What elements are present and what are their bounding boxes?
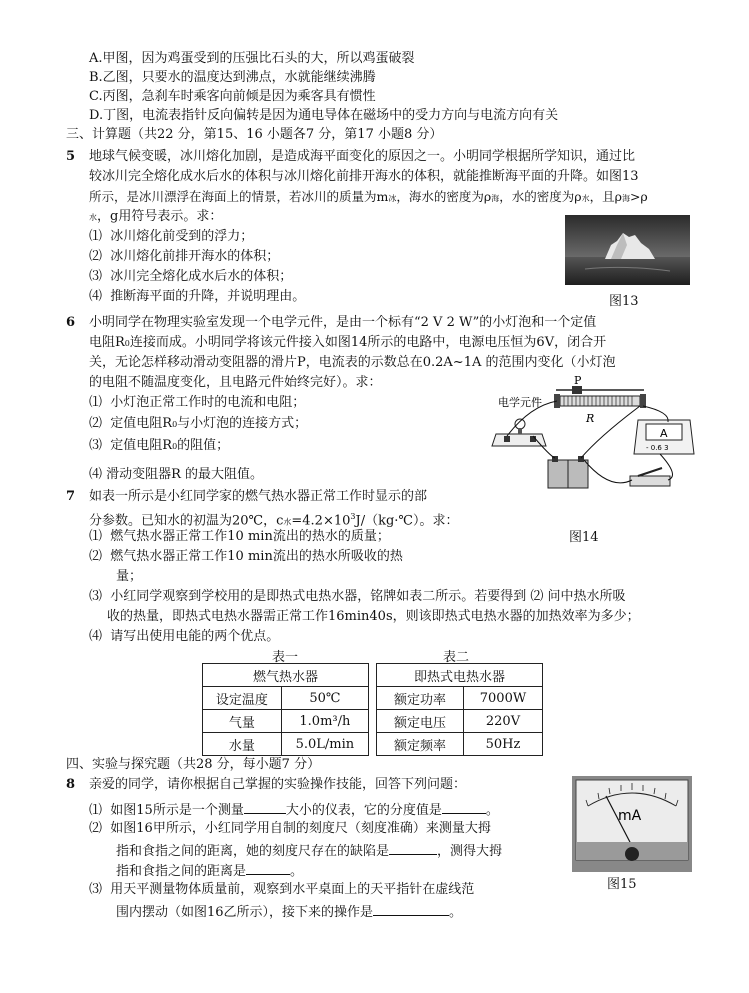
- iceberg-figure: [565, 215, 690, 285]
- option-c: C.丙图，急刹车时乘客向前倾是因为乘客具有惯性: [89, 89, 376, 104]
- q17-line2: 分参数。已知水的初温为20℃，c水$=4.2\times 10^3J/(kg\cdot℃)$。求：: [89, 512, 459, 529]
- option-b: B.乙图，只要水的温度达到沸点，水就能继续沸腾: [89, 70, 376, 85]
- q18-item3: ⑶ 用天平测量物体质量前，观察到水平桌面上的天平指针在虚线范: [89, 882, 475, 897]
- table-row: 额定频率 50Hz: [377, 733, 543, 756]
- q18-item2-cont2: 指和食指之间的距离是 。: [116, 860, 303, 881]
- q17-item4: ⑷ 请写出使用电能的两个优点。: [89, 629, 280, 644]
- table1-caption: 表一: [272, 650, 299, 665]
- answer-blank[interactable]: [389, 840, 437, 855]
- q17-item2-cont: 量；: [116, 569, 143, 584]
- q15-item1: ⑴ 冰川熔化前受到的浮力；: [89, 229, 254, 244]
- table-row: 额定功率 7000W: [377, 687, 543, 710]
- table-gas-heater: [202, 663, 369, 756]
- q18-line1: 亲爱的同学，请你根据自己掌握的实验操作技能，回答下列问题：: [89, 777, 467, 792]
- q16-line2: 电阻R0连接而成。小明同学将该元件接入如图14所示的电路中，电源电压恒为6V，闭合开: [89, 335, 607, 350]
- q16-number: 6: [66, 315, 76, 330]
- q15-line1: 地球气候变暖，冰川熔化加剧，是造成海平面变化的原因之一。小明同学根据所学知识，通过比: [89, 149, 636, 164]
- q18-item1: ⑴ 如图15所示是一个测量 大小的仪表，它的分度值是 。: [89, 799, 499, 820]
- ammeter-terminals: - 0.6 3: [646, 444, 669, 452]
- table-row: 水量 5.0L/min: [203, 733, 369, 756]
- q15-item3: ⑶ 冰川完全熔化成水后水的体积；: [89, 269, 293, 284]
- q17-item3: ⑶ 小红同学观察到学校用的是即热式电热水器，铭牌如表二所示。若要得到 ⑵ 问中热水所吸: [89, 589, 626, 604]
- answer-blank[interactable]: [373, 901, 449, 916]
- q15-line3: 所示，是冰川漂浮在海面上的情景，若冰川的质量为m冰，海水的密度为ρ海，水的密度为ρ水，且ρ海>ρ: [89, 189, 648, 204]
- q16-item1: ⑴ 小灯泡正常工作时的电流和电阻；: [89, 395, 306, 410]
- milliammeter-figure: [572, 776, 692, 872]
- q18-number: 8: [66, 777, 76, 792]
- table-row: 设定温度 50℃: [203, 687, 369, 710]
- q16-item4: ⑷ 滑动变阻器R 的最大阻值。: [89, 467, 264, 482]
- section-3-heading: 三、计算题（共22 分，第15、16 小题各7 分，第17 小题8 分）: [66, 127, 443, 142]
- figure-15-caption: 图15: [607, 877, 637, 892]
- option-d: D.丁图，电流表指针反向偏转是因为通电导体在磁场中的受力方向与电流方向有关: [89, 108, 559, 123]
- circuit-figure: [490, 376, 702, 494]
- option-a: A.甲图，因为鸡蛋受到的压强比石头的大，所以鸡蛋破裂: [89, 51, 415, 66]
- q17-item1: ⑴ 燃气热水器正常工作10 min流出的热水的质量；: [89, 529, 390, 544]
- table-electric-heater: [376, 663, 543, 756]
- q15-line2: 较冰川完全熔化成水后水的体积与冰川熔化前排开海水的体积，就能推断海平面的升降。如图13: [89, 169, 639, 184]
- component-label: 电学元件: [498, 396, 542, 409]
- q15-line4: 水，g用符号表示。求：: [89, 209, 223, 224]
- q16-item3: ⑶ 定值电阻R0的阻值；: [89, 438, 230, 453]
- q17-number: 7: [66, 489, 76, 504]
- q16-line3: 关，无论怎样移动滑动变阻器的滑片P，电流表的示数总在0.2A~1A 的范围内变化（小灯泡: [89, 355, 616, 370]
- table-row: 气量 1.0m³/h: [203, 710, 369, 733]
- answer-blank[interactable]: [442, 799, 486, 814]
- q15-item4: ⑷ 推断海平面的升降，并说明理由。: [89, 289, 306, 304]
- rheostat-r-label: R: [586, 412, 595, 425]
- q18-item2-cont: 指和食指之间的距离，她的刻度尺存在的缺陷是 ，测得大拇: [116, 840, 502, 861]
- section-4-heading: 四、实验与探究题（共28 分，每小题7 分）: [66, 757, 321, 772]
- q18-item3-cont: 围内摆动（如图16乙所示），接下来的操作是 。: [116, 901, 462, 922]
- table1-title: 燃气热水器: [203, 664, 369, 687]
- q16-item2: ⑵ 定值电阻R0与小灯泡的连接方式；: [89, 416, 308, 431]
- slider-p-label: P: [574, 376, 582, 387]
- q17-line1: 如表一所示是小红同学家的燃气热水器正常工作时显示的部: [89, 489, 428, 504]
- q17-item2: ⑵ 燃气热水器正常工作10 min流出的热水所吸收的热: [89, 549, 403, 564]
- q15-item2: ⑵ 冰川熔化前排开海水的体积；: [89, 249, 280, 264]
- ammeter-a-label: A: [660, 427, 668, 440]
- table2-caption: 表二: [443, 650, 470, 665]
- q16-line1: 小明同学在物理实验室发现一个电学元件，是由一个标有“2 V 2 W”的小灯泡和一个定值: [89, 315, 597, 330]
- table-row: 额定电压 220V: [377, 710, 543, 733]
- q15-number: 5: [66, 149, 76, 164]
- meter-unit-label: mA: [618, 808, 642, 824]
- q18-item2: ⑵ 如图16甲所示，小红同学用自制的刻度尺（刻度准确）来测量大拇: [89, 821, 491, 836]
- q16-line4: 的电阻不随温度变化，且电路元件始终完好）。求：: [89, 375, 382, 390]
- table2-title: 即热式电热水器: [377, 664, 543, 687]
- answer-blank[interactable]: [246, 860, 290, 875]
- figure-14-caption: 图14: [569, 530, 599, 545]
- q17-item3-cont: 收的热量，即热式电热水器需正常工作16min40s，则该即热式电热水器的加热效率为多少；: [107, 609, 640, 624]
- figure-13-caption: 图13: [609, 294, 639, 309]
- answer-blank[interactable]: [244, 799, 286, 814]
